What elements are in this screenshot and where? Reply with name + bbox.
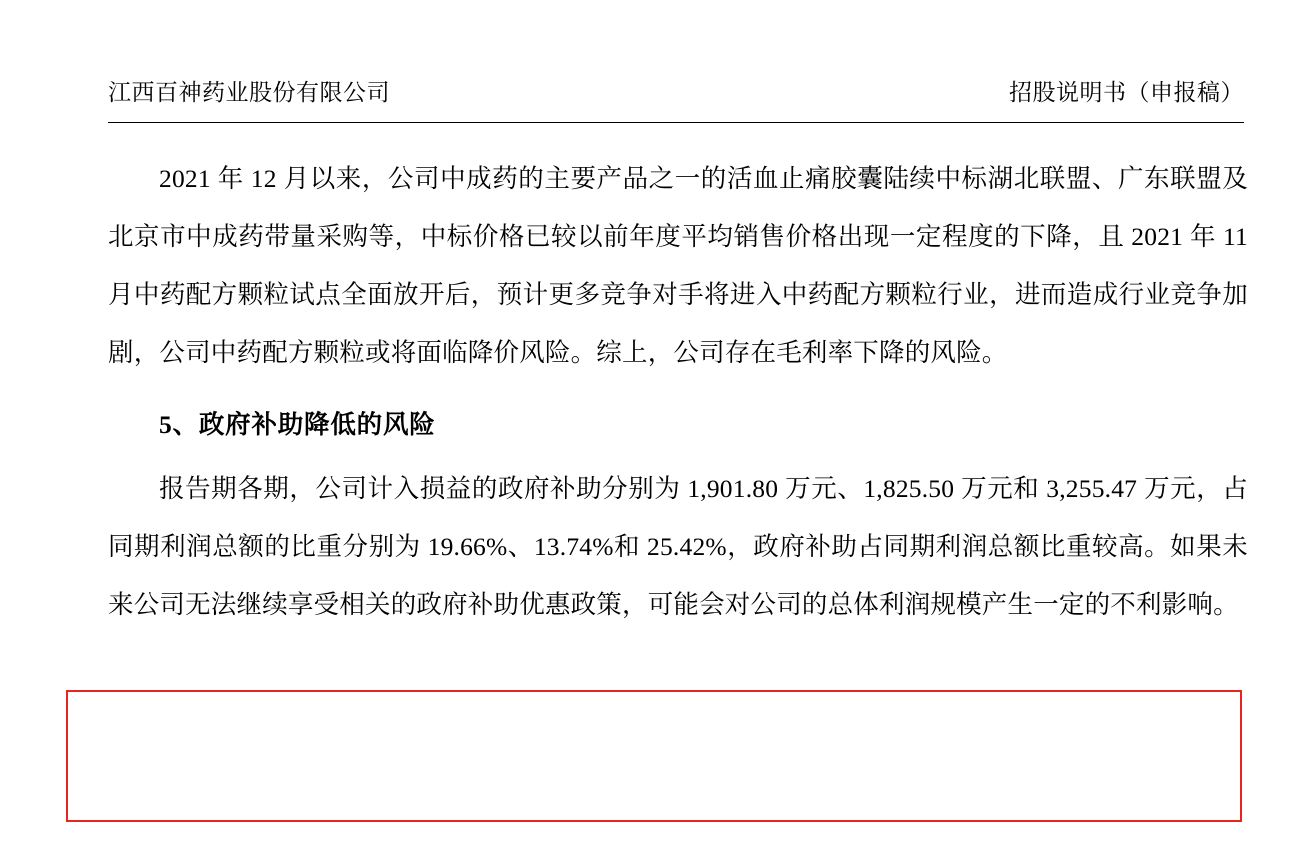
page-header <box>108 78 1244 108</box>
paragraph-gross-margin-risk: 2021 年 12 月以来，公司中成药的主要产品之一的活血止痛胶囊陆续中标湖北联盟、广东联盟及北京市中成药带量采购等，中标价格已较以前年度平均销售价格出现一定程度的下降，且 2021 年 11 月中药配方颗粒试点全面放开后，预计更多竞争对手将进入中药配方颗粒行业，进而造成行业竞争加剧，公司中药配方颗粒或将面临降价风险。综上，公司存在毛利率下降的风险。 <box>108 164 1248 367</box>
header-document-type: 招股说明书（申报稿） <box>1009 80 1244 105</box>
header-company-name: 江西百神药业股份有限公司 <box>108 80 390 105</box>
red-rectangle-annotation <box>66 690 1242 822</box>
header-divider <box>108 122 1244 123</box>
section-heading-subsidy-risk: 5、政府补助降低的风险 <box>159 410 436 439</box>
paragraph-subsidy-risk: 报告期各期，公司计入损益的政府补助分别为 1,901.80 万元、1,825.50 万元和 3,255.47 万元，占同期利润总额的比重分别为 19.66%、13.74%和 25.42%，政府补助占同期利润总额比重较高。如果未来公司无法继续享受相关的政府补助优惠政策，可能会对公司的总体利润规模产生一定的不利影响。 <box>108 474 1248 619</box>
document-body <box>108 150 1248 634</box>
